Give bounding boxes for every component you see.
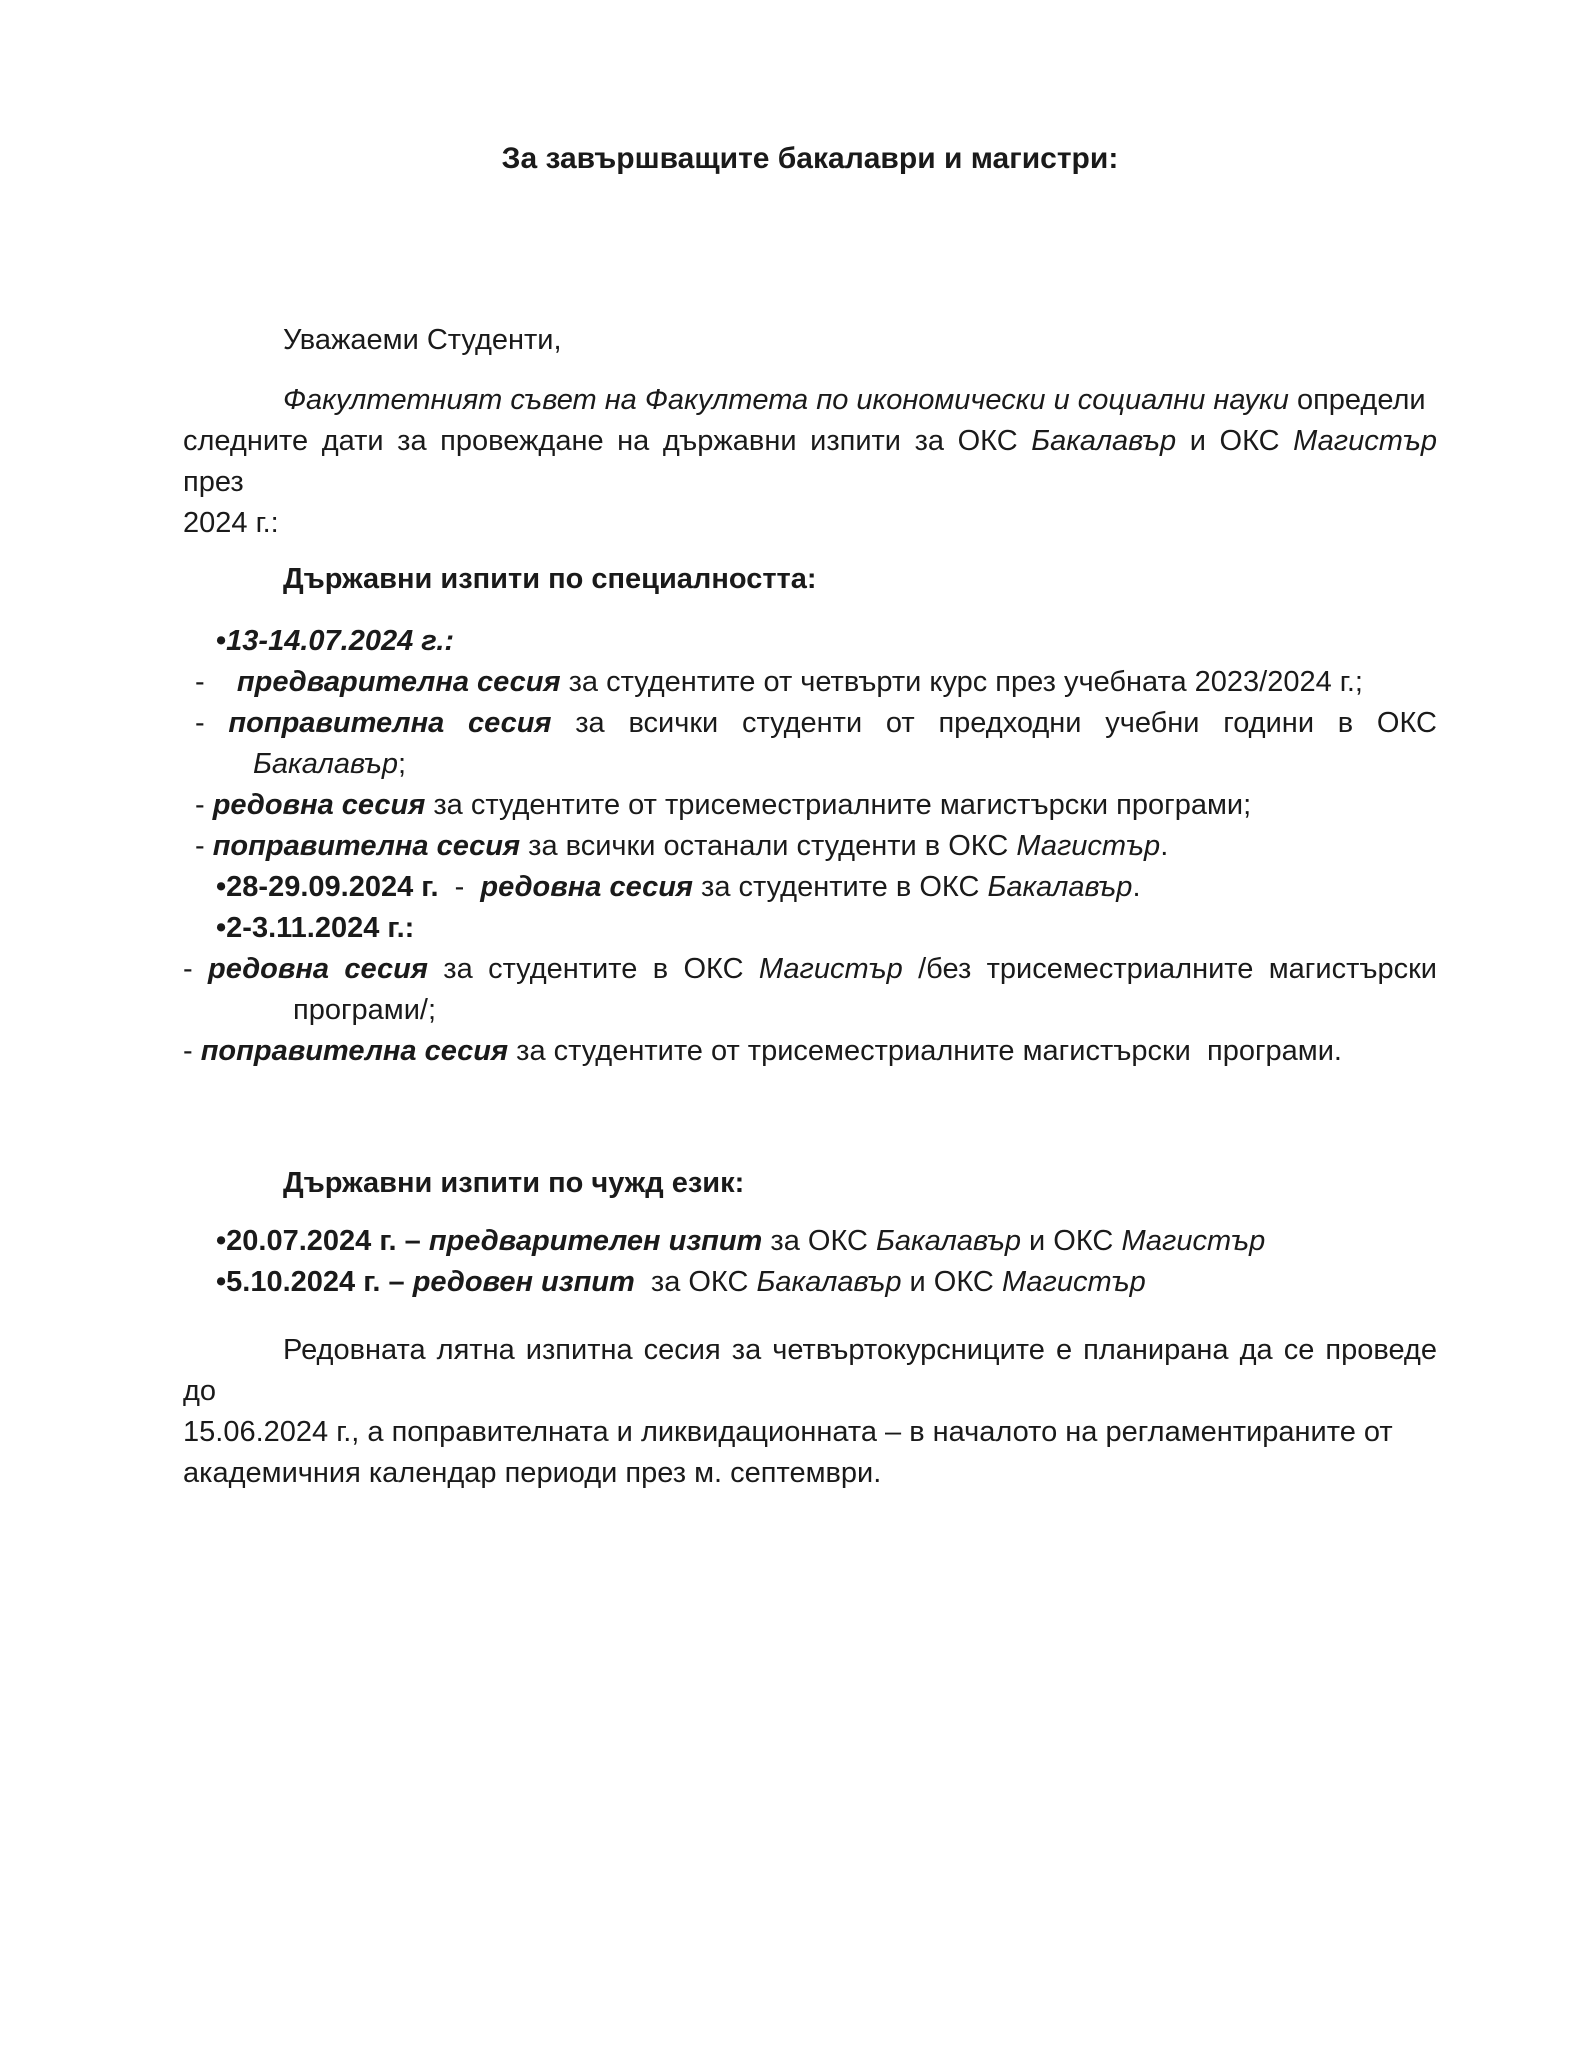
- text-run: за всички студенти от предходни учебни години в ОКС: [551, 707, 1438, 739]
- text-run: за студентите от трисеместриалните магистърски програми.: [508, 1035, 1342, 1067]
- text-run: Уважаеми Студенти,: [283, 324, 562, 356]
- text-run: -: [195, 830, 213, 862]
- text-run: Бакалавър: [987, 871, 1133, 903]
- text-run: -: [183, 953, 209, 985]
- text-run: и ОКС: [901, 1266, 1002, 1298]
- text-run: програми/;: [293, 994, 437, 1026]
- text-run: ;: [397, 748, 407, 780]
- dash-item-resit-session-trimester: [183, 1031, 1437, 1072]
- text-run: и ОКС: [1176, 425, 1294, 457]
- text-run: 5.10.2024 г.: [226, 1266, 381, 1298]
- text-run: Магистър: [1293, 425, 1437, 457]
- salutation: [183, 320, 1437, 361]
- text-run: -: [438, 871, 481, 903]
- dash-item-regular-session-trimester: [183, 785, 1437, 826]
- text-run: •: [216, 912, 227, 944]
- bullet-date-28-29-09: [183, 867, 1437, 908]
- text-run: поправителна сесия: [212, 830, 521, 862]
- text-run: Магистър: [758, 953, 903, 985]
- text-run: поправителна сесия: [228, 707, 552, 739]
- text-run: /без трисеместриалните магистърски: [902, 953, 1437, 985]
- text-run: Държавни изпити по чужд език:: [283, 1167, 745, 1199]
- text-run: 2-3.11.2024 г.:: [226, 912, 415, 944]
- text-run: предварителна сесия: [236, 666, 561, 698]
- text-run: редовна сесия: [480, 871, 693, 903]
- bullet-date-13-14-07: [183, 621, 1437, 662]
- text-run: Магистър: [1016, 830, 1161, 862]
- text-run: за ОКС: [762, 1225, 877, 1257]
- text-run: -: [183, 1035, 201, 1067]
- text-run: 2024 г.:: [183, 507, 279, 539]
- text-run: следните дати за провеждане на държавни изпити за ОКС: [183, 425, 1032, 457]
- dash-item-regular-session-master: [183, 949, 1437, 1031]
- dash-item-resit-session-master: [183, 826, 1437, 867]
- text-run: Бакалавър: [253, 748, 398, 780]
- text-run: академичния календар периоди през м. септември.: [183, 1457, 882, 1489]
- dash-item-preliminary-session: [183, 662, 1437, 703]
- bullet-date-20-07: [183, 1221, 1437, 1262]
- text-run: за студентите от четвърти курс през учебната 2023/2024 г.;: [560, 666, 1363, 698]
- text-run: Магистър: [1121, 1225, 1266, 1257]
- text-run: –: [396, 1225, 429, 1257]
- text-run: Магистър: [1001, 1266, 1146, 1298]
- closing-paragraph: [183, 1330, 1437, 1494]
- text-run: за всички останали студенти в ОКС: [520, 830, 1017, 862]
- text-run: •: [216, 625, 227, 657]
- document-title: [183, 138, 1437, 179]
- text-run: за студентите в ОКС: [427, 953, 759, 985]
- text-run: -: [195, 666, 237, 698]
- text-run: Бакалавър: [876, 1225, 1021, 1257]
- text-run: предварителен изпит: [428, 1225, 763, 1257]
- text-run: Бакалавър: [756, 1266, 902, 1298]
- text-run: 15.06.2024 г., а поправителната и ликвидационната – в началото на регламентираните от: [183, 1416, 1393, 1448]
- text-run: Бакалавър: [1031, 425, 1177, 457]
- text-run: редовна сесия: [212, 789, 426, 821]
- text-run: за студентите в ОКС: [693, 871, 988, 903]
- text-run: •: [216, 1225, 227, 1257]
- bullet-date-2-3-11: [183, 908, 1437, 949]
- language-exams-heading: [283, 1163, 1437, 1204]
- text-run: през: [183, 466, 244, 498]
- specialty-exams-heading: [283, 559, 1437, 600]
- dash-item-resit-session-bachelor: [183, 703, 1437, 785]
- text-run: 20.07.2024 г.: [226, 1225, 397, 1257]
- bullet-date-5-10: [183, 1262, 1437, 1303]
- text-run: .: [1132, 871, 1141, 903]
- text-run: за студентите от трисеместриалните магистърски програми;: [425, 789, 1252, 821]
- text-run: –: [380, 1266, 413, 1298]
- text-run: •: [216, 1266, 227, 1298]
- text-run: Редовната лятна изпитна сесия за четвъртокурсниците е планирана да се проведе до: [183, 1334, 1437, 1407]
- text-run: За завършващите бакалаври и магистри:: [501, 142, 1119, 175]
- text-run: -: [195, 789, 213, 821]
- text-run: и ОКС: [1020, 1225, 1122, 1257]
- text-run: Държавни изпити по специалността:: [283, 563, 817, 595]
- text-run: 28-29.09.2024 г.: [226, 871, 439, 903]
- text-run: редовна сесия: [208, 953, 428, 985]
- text-run: поправителна сесия: [200, 1035, 509, 1067]
- text-run: редовен изпит: [412, 1266, 635, 1298]
- text-run: -: [195, 707, 229, 739]
- text-run: определи: [1288, 384, 1426, 416]
- text-run: Факултетният съвет на Факултета по икономически и социални науки: [283, 384, 1289, 416]
- intro-paragraph: [183, 380, 1437, 544]
- text-run: •: [216, 871, 227, 903]
- text-run: за ОКС: [634, 1266, 757, 1298]
- text-run: .: [1160, 830, 1169, 862]
- text-run: 13-14.07.2024 г.:: [226, 625, 455, 657]
